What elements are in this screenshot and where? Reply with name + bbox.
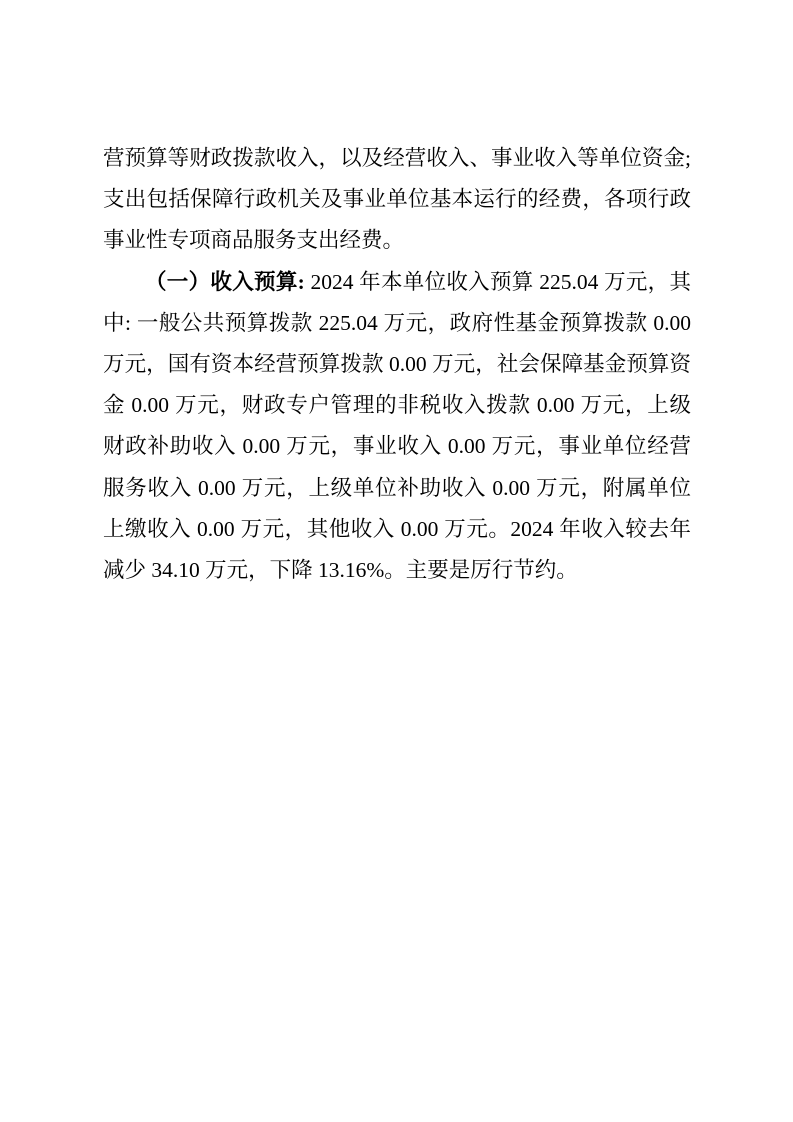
- text-line: 减少 34.10 万元，下降 13.16%。主要是厉行节约。: [103, 558, 578, 583]
- paragraph-overview: [103, 138, 691, 262]
- text-line: 万元，国有资本经营预算拨款 0.00 万元，社会保障基金预算资: [103, 352, 691, 377]
- text-line: 服务收入 0.00 万元，上级单位补助收入 0.00 万元，附属单位: [103, 475, 691, 500]
- text-line: 支出包括保障行政机关及事业单位基本运行的经费，各项行政: [103, 187, 691, 212]
- paragraph-income-budget: [103, 262, 691, 592]
- text-line: 中: 一般公共预算拨款 225.04 万元，政府性基金预算拨款 0.00: [103, 310, 691, 335]
- income-budget-heading: （一）收入预算:: [145, 269, 305, 294]
- text-line: 事业性专项商品服务支出经费。: [103, 228, 405, 253]
- text-line: [103, 262, 691, 303]
- text-line: 上缴收入 0.00 万元，其他收入 0.00 万元。2024 年收入较去年: [103, 516, 691, 541]
- text-line: 财政补助收入 0.00 万元，事业收入 0.00 万元，事业单位经营: [103, 434, 691, 459]
- income-budget-first-line-text: 2024 年本单位收入预算 225.04 万元，其: [304, 269, 691, 294]
- document-text-block: [103, 138, 691, 591]
- text-line: 金 0.00 万元，财政专户管理的非税收入拨款 0.00 万元，上级: [103, 393, 691, 418]
- text-line: 营预算等财政拨款收入，以及经营收入、事业收入等单位资金;: [103, 146, 691, 170]
